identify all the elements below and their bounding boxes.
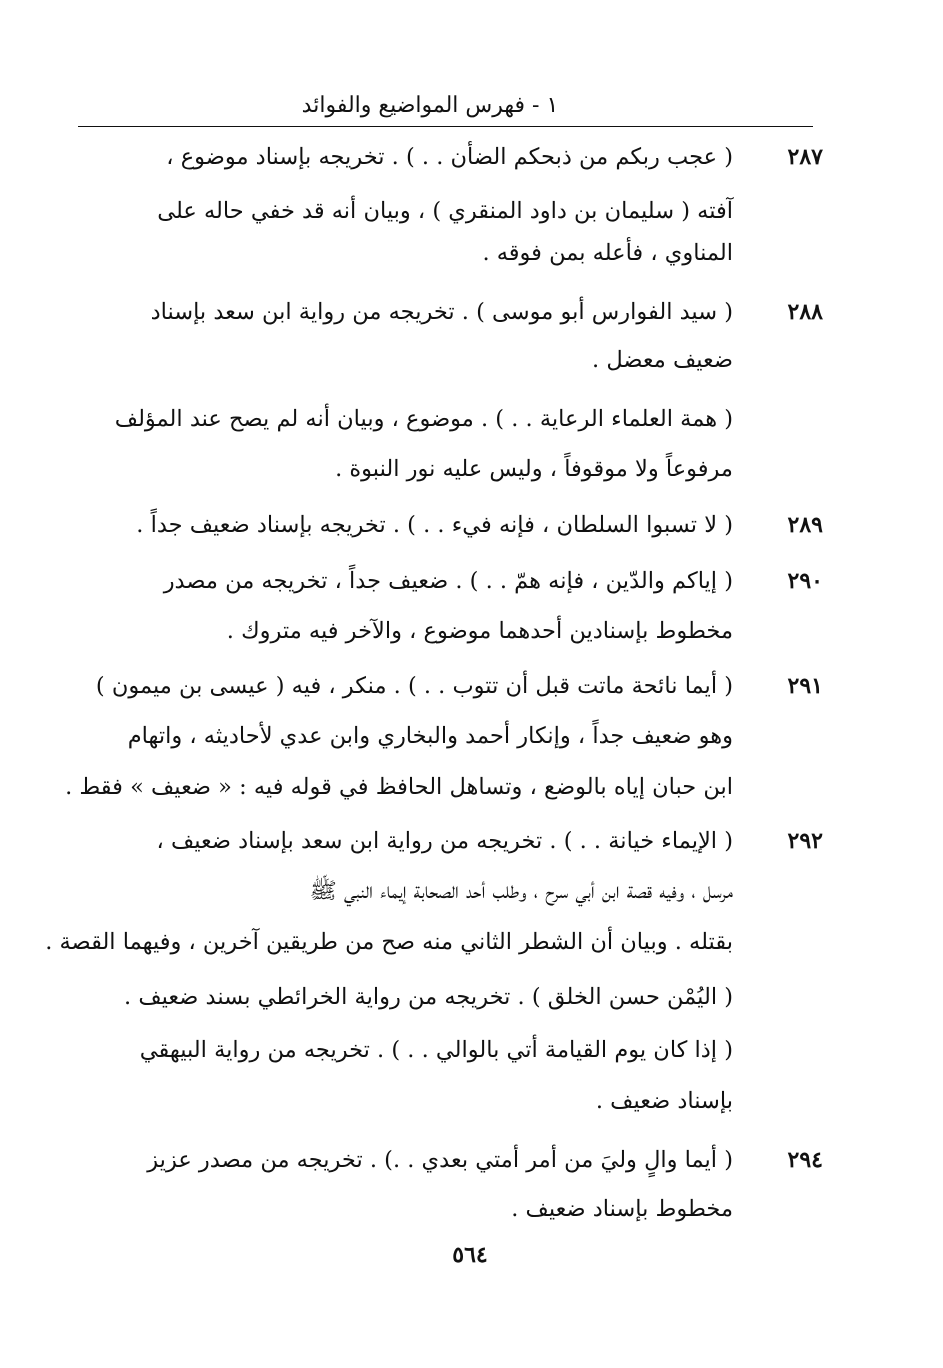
entry-line: مرسل ، وفيه قصة ابن أبي سرح ، وطلب أحد الصحابة إيماء النبي ﷺ [309,878,733,904]
entry-number: ٢٨٨ [787,299,823,325]
entry-line: ( الإيماء خيانة . . ) . تخريجه من رواية ابن سعد بإسناد ضعيف ، [156,828,733,854]
entry-number: ٢٩٤ [787,1147,823,1173]
entry-line: مخطوط بإسنادين أحدهما موضوع ، والآخر فيه متروك . [226,618,733,644]
entry-number: ٢٩١ [787,673,823,699]
entry-line: المناوي ، فأعله بمن فوقه . [482,240,733,266]
entry-line: ضعيف معضل . [592,347,733,373]
entry-line: ( عجب ربكم من ذبحكم الضأن . . ) . تخريجه بإسناد موضوع ، [166,144,733,170]
entry-line: ( أيما والٍ وليَ من أمر أمتي بعدي . .) . تخريجه من مصدر عزيز [147,1147,733,1173]
entry-number: ٢٨٩ [787,512,823,538]
entry-line: بقتله . وبيان أن الشطر الثاني منه صح من طريقين آخرين ، وفيهما القصة . [45,929,733,955]
entry-line: مخطوط بإسناد ضعيف . [511,1196,733,1222]
entry-line: ( اليُمْن حسن الخلق ) . تخريجه من رواية الخرائطي بسند ضعيف . [124,984,733,1010]
entry-line: ( أيما نائحة ماتت قبل أن تتوب . . ) . منكر ، فيه ( عيسى بن ميمون ) [95,673,733,699]
entry-number: ٢٨٧ [787,144,823,170]
entry-number: ٢٩٠ [787,568,823,594]
entry-number: ٢٩٢ [787,828,823,854]
entry-line: ( همة العلماء الرعاية . . ) . موضوع ، وبيان أنه لم يصح عند المؤلف [114,406,733,432]
header-rule [78,126,813,127]
entry-line: ( إذا كان يوم القيامة أتي بالوالي . . ) . تخريجه من رواية البيهقي [139,1037,733,1063]
entry-line: مرفوعاً ولا موقوفاً ، وليس عليه نور النبوة . [335,456,733,482]
entry-line: ابن حبان إياه بالوضع ، وتساهل الحافظ في قوله فيه : « ضعيف » فقط . [65,774,733,800]
entry-line: آفته ( سليمان بن داود المنقري ) ، وبيان أنه قد خفي حاله على [157,198,733,224]
entry-line: بإسناد ضعيف . [595,1088,733,1114]
entry-line: ( لا تسبوا السلطان ، فإنه فيء . . ) . تخريجه بإسناد ضعيف جداً . [136,512,733,538]
page-number: ٥٦٤ [452,1242,488,1268]
entry-line: ( إياكم والدّين ، فإنه همّ . . ) . ضعيف جداً ، تخريجه من مصدر [163,568,733,594]
entry-line: وهو ضعيف جداً ، وإنكار أحمد والبخاري وابن عدي لأحاديثه ، واتهام [127,723,733,749]
page-header-title: ١ - فهرس المواضيع والفوائد [301,93,559,118]
entry-line: ( سيد الفوارس أبو موسى ) . تخريجه من رواية ابن سعد بإسناد [150,299,733,325]
